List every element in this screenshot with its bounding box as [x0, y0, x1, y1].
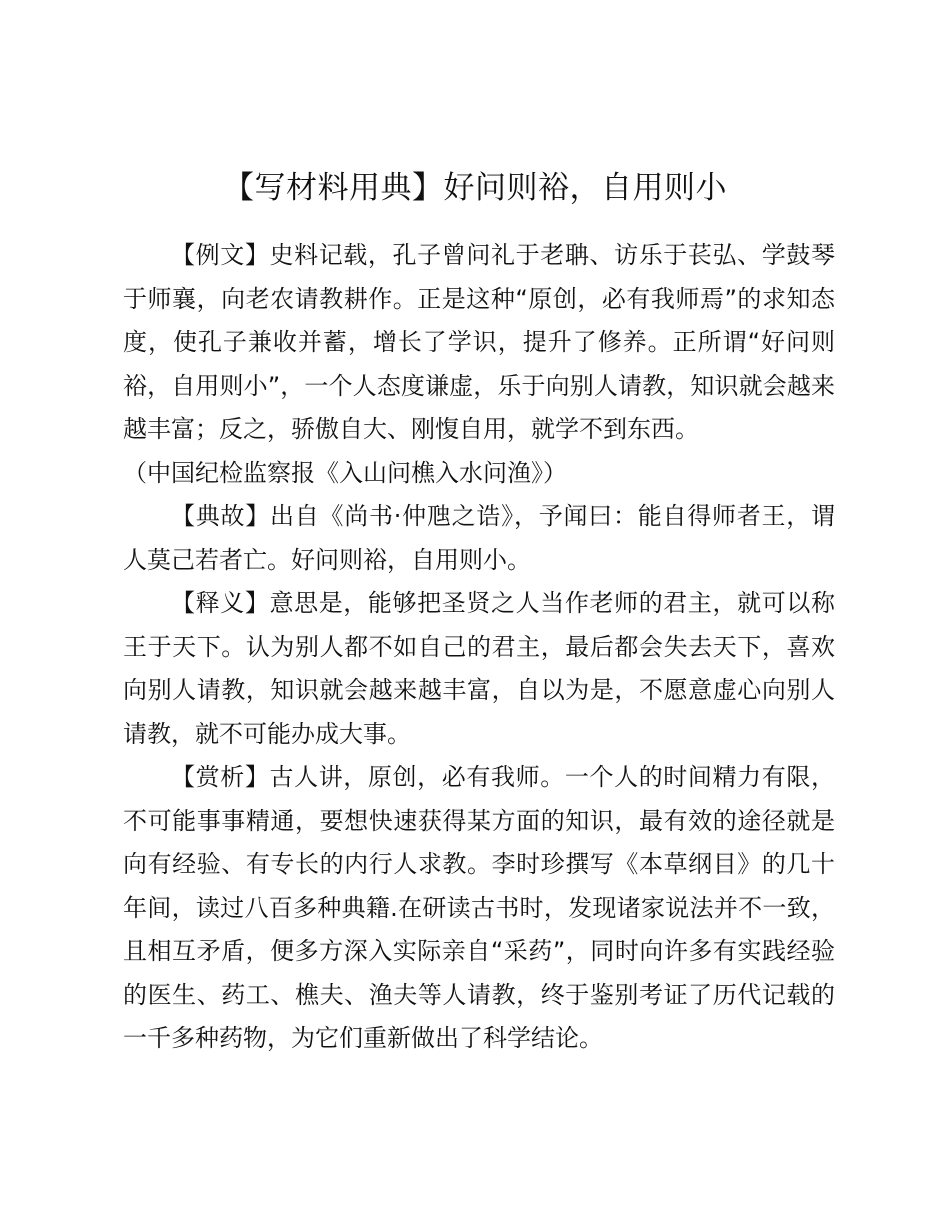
document-title: 【写材料用典】好问则裕，自用则小	[223, 170, 727, 206]
paragraph-interpretation: 【释义】意思是，能够把圣贤之人当作老师的君主，就可以称王于天下。认为别人都不如自己的君主，最后都会失去天下，喜欢向别人请教，知识就会越来越丰富，自以为是，不愿意虚心向别人请教，就不可能办成大事。	[123, 589, 835, 748]
paragraph-appreciation: 【赏析】古人讲，原创，必有我师。一个人的时间精力有限，不可能事事精通，要想快速获得某方面的知识，最有效的途径就是向有经验、有专长的内行人求教。李时珍撰写《本草纲目》的几十年间，读过八百多种典籍.在研读古书时，发现诸家说法并不一致，且相互矛盾，便多方深入实际亲自“采药”，同时向许多有实践经验的医生、药工、樵夫、渔夫等人请教，终于鉴别考证了历代记载的一千多种药物，为它们重新做出了科学结论。	[123, 763, 835, 1052]
source-citation: （中国纪检监察报《入山问樵入水问渔》）	[123, 458, 567, 487]
paragraph-allusion: 【典故】出自《尚书·仲虺之诰》，予闻曰：能自得师者王，谓人莫己若者亡。好问则裕，自用则小。	[123, 502, 835, 574]
paragraph-example: 【例文】史料记载，孔子曾问礼于老聃、访乐于苌弘、学鼓琴于师襄，向老农请教耕作。正是这种“原创，必有我师焉”的求知态度，使孔子兼收并蓄，增长了学识，提升了修养。正所谓“好问则裕，自用则小”，一个人态度谦虚，乐于向别人请教，知识就会越来越丰富；反之，骄傲自大、刚愎自用，就学不到东西。	[123, 241, 835, 443]
document-body	[123, 234, 835, 1061]
